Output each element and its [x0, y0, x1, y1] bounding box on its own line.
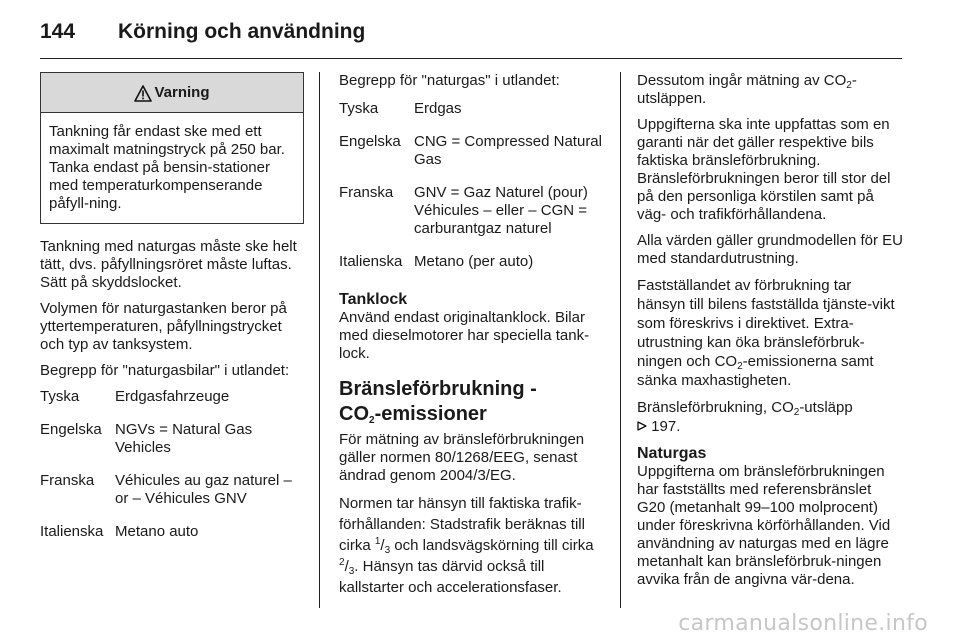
table-row	[339, 253, 607, 286]
chapter-title: Körning och användning	[118, 20, 366, 43]
column-2	[339, 72, 607, 606]
language-cell: Franska	[339, 184, 394, 201]
header-divider	[40, 58, 902, 59]
fraction-numerator: 2	[339, 557, 345, 568]
fraction-denominator: 3	[348, 566, 355, 577]
warning-box	[40, 72, 304, 224]
paragraph: Använd endast originaltanklock. Bilar med dieselmotorer har speciella tank-lock.	[339, 309, 590, 362]
term-cell: Erdgasfahrzeuge	[115, 388, 230, 405]
subscript: 2	[846, 80, 852, 91]
paragraph: Uppgifterna om bränsleförbrukningen har fastställts med referensbränslet G20 (metanhalt 99–100 molprocent) under föreskrivna körförhållanden. Vid användning av naturgas med en lägre metanhalt kan bränsleförbruk-ningen avvika från de angivna vär-dena.	[637, 463, 891, 588]
paragraph	[637, 276, 903, 390]
warning-title-bar	[41, 73, 303, 113]
section-heading-naturgas: Naturgas	[637, 445, 707, 462]
heading-co: CO	[339, 403, 369, 425]
subscript: 2	[793, 407, 800, 418]
term-cell: Metano (per auto)	[414, 253, 534, 270]
paragraph: För mätning av bränsleförbrukningen gäller normen 80/1268/EEG, senast ändrad genom 2004/3/EG.	[339, 431, 585, 484]
fraction-denominator: 3	[384, 545, 391, 556]
language-cell: Engelska	[40, 421, 102, 438]
paragraph: Alla värden gäller grundmodellen för EU med standardutrustning.	[637, 232, 903, 267]
table-row	[339, 100, 607, 133]
language-cell: Italienska	[339, 253, 403, 270]
language-cell: Tyska	[339, 100, 379, 117]
term-cell: CNG = Compressed Natural Gas	[414, 133, 602, 168]
table-row	[40, 421, 304, 472]
warning-title: Varning	[154, 83, 210, 101]
text-run: Dessutom ingår mätning av CO	[637, 72, 847, 89]
term-cell: NGVs = Natural Gas Vehicles	[115, 421, 253, 456]
heading-emissions: -emissioner	[374, 403, 487, 425]
term-cell: Erdgas	[414, 100, 462, 117]
subscript: 2	[737, 361, 743, 372]
heading-subscript: 2	[369, 415, 375, 426]
paragraph: Begrepp för "naturgasbilar" i utlandet:	[40, 362, 290, 379]
warning-text: Tankning får endast ske med ett maximalt matningstryck på 250 bar. Tanka endast på bensin-stationer med temperaturkompenserande påfyll-ning.	[49, 123, 285, 212]
column-divider-2	[620, 72, 621, 608]
paragraph: Uppgifterna ska inte uppfattas som en garanti när det gäller respektive bils faktiska bränsleförbrukning. Bränsleförbrukningen beror till stor del på den personliga körstilen samt på väg- och trafikförhållandena.	[637, 116, 891, 223]
language-cell: Italienska	[40, 523, 104, 540]
text-run: -emissionerna samt sänka maxhastigheten.	[637, 353, 874, 389]
text-run: -utsläpp	[799, 399, 853, 416]
paragraph-fractions: Normen tar hänsyn till faktiska trafik-förhållanden: Stadstrafik beräknas till cirka $^1/_3$ och landsvägskörning till cirka $^2/_3$. Hänsyn tas därvid också till kallstarter och accelerationsfaser.	[339, 495, 594, 596]
section-heading-tanklock: Tanklock	[339, 291, 408, 308]
page-header	[40, 14, 365, 50]
table-row	[339, 133, 607, 184]
text-run: Fastställandet av förbrukning tar hänsyn till bilens fastställda tjänste-vikt som föreskrivs i direktivet. Extra-utrustning kan öka bränsleförbruk-ningen och CO	[637, 277, 895, 370]
table-row	[339, 184, 607, 253]
term-cell: Véhicules au gaz naturel – or – Véhicules GNV	[115, 472, 292, 507]
paragraph: Volymen för naturgastanken beror på yttertemperaturen, påfyllningstrycket och typ av tanksystem.	[40, 300, 287, 353]
watermark: carmanualsonline.info	[678, 611, 928, 636]
paragraph: Begrepp för "naturgas" i utlandet:	[339, 72, 560, 89]
terms-table-gas	[339, 100, 607, 286]
heading-line-1: Bränsleförbrukning -	[339, 378, 537, 400]
text-run: . Hänsyn tas därvid också till kallstarter och accelerationsfaser.	[339, 558, 562, 596]
language-cell: Tyska	[40, 388, 80, 405]
section-heading-consumption	[339, 377, 607, 427]
term-cell: Metano auto	[115, 523, 199, 540]
text-run: -utsläppen.	[637, 72, 857, 107]
language-cell: Engelska	[339, 133, 401, 150]
text-run: och landsvägskörning till cirka	[390, 537, 594, 554]
page-reference-link[interactable]: 197.	[651, 418, 681, 435]
column-divider-1	[319, 72, 320, 608]
paragraph	[637, 72, 903, 108]
fraction-numerator: 1	[374, 536, 381, 547]
language-cell: Franska	[40, 472, 95, 489]
table-row	[40, 523, 304, 556]
page-number: 144	[40, 20, 76, 43]
warning-triangle-icon	[134, 85, 152, 102]
term-cell: GNV = Gaz Naturel (pour) Véhicules – eller – CGN = carburantgaz naturel	[414, 184, 588, 237]
column-1	[40, 72, 304, 556]
paragraph-reference	[637, 398, 903, 436]
paragraph: Tankning med naturgas måste ske helt tätt, dvs. påfyllningsröret måste luftas. Sätt på skyddslocket.	[40, 238, 297, 291]
text-run: Normen tar hänsyn till faktiska trafik-förhållanden: Stadstrafik beräknas till cirka	[339, 495, 585, 554]
terms-table-vehicles	[40, 388, 304, 556]
table-row	[40, 388, 304, 421]
table-row	[40, 472, 304, 523]
text-run: Bränsleförbrukning, CO	[637, 399, 794, 416]
column-3	[637, 72, 903, 597]
page-reference-icon	[637, 421, 647, 431]
